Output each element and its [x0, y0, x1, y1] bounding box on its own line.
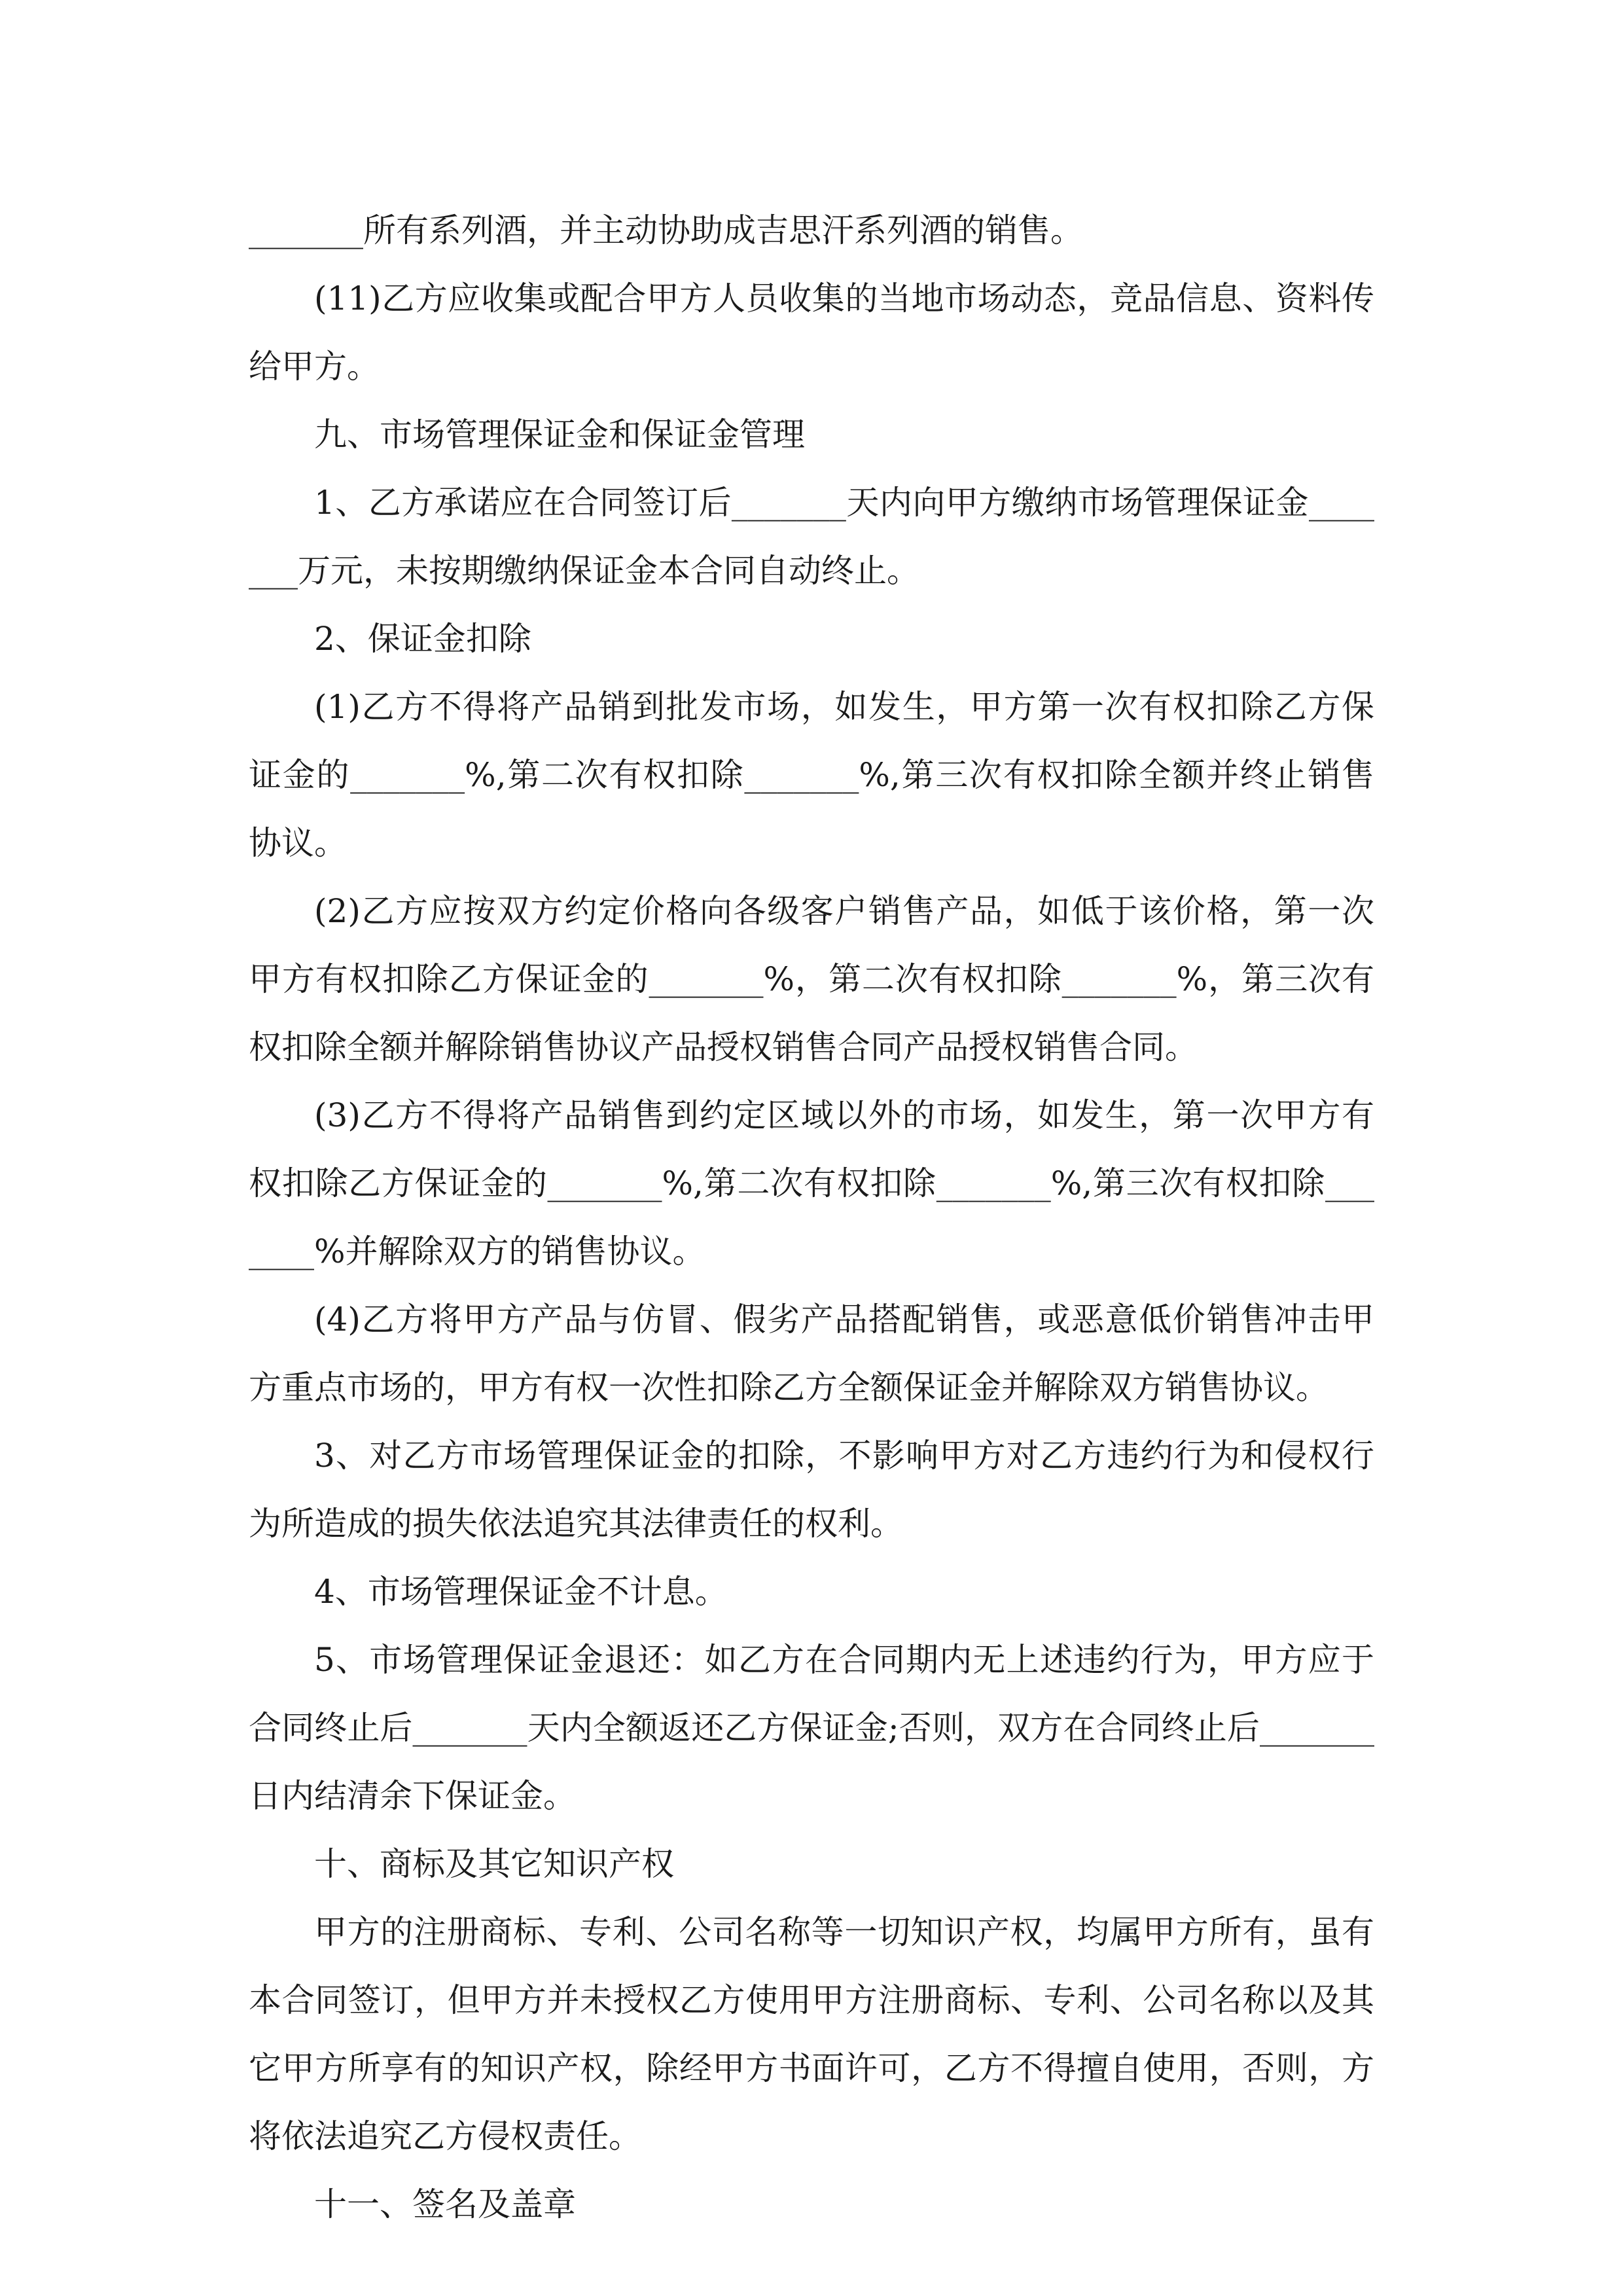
paragraph-liability: 3、对乙方市场管理保证金的扣除，不影响甲方对乙方违约行为和侵权行为所造成的损失依法追究其法律责任的权利。 — [249, 1437, 1374, 1543]
section-heading-signature: 十一、签名及盖章 — [314, 2185, 576, 2223]
paragraph-trademark: 甲方的注册商标、专利、公司名称等一切知识产权，均属甲方所有，虽有本合同签订，但甲方并未授权乙方使用甲方注册商标、专利、公司名称以及其它甲方所享有的知识产权，除经甲方书面许可，乙方不得擅自使用，否则，方将依法追究乙方侵权责任。 — [249, 1913, 1374, 2155]
section-heading-deposit: 九、市场管理保证金和保证金管理 — [314, 416, 805, 454]
paragraph-deduction-1: (1)乙方不得将产品销到批发市场，如发生，甲方第一次有权扣除乙方保证金的_______%,第二次有权扣除_______%,第三次有权扣除全额并终止销售协议。 — [249, 688, 1374, 862]
paragraph-deduction-4: (4)乙方将甲方产品与仿冒、假劣产品搭配销售，或恶意低价销售冲击甲方重点市场的，甲方有权一次性扣除乙方全额保证金并解除双方销售协议。 — [249, 1300, 1374, 1407]
document-page — [249, 196, 1374, 2238]
paragraph-deposit-refund: 5、市场管理保证金退还：如乙方在合同期内无上述违约行为，甲方应于合同终止后_______天内全额返还乙方保证金;否则，双方在合同终止后_______日内结清余下保证金。 — [249, 1641, 1374, 1815]
paragraph-deposit-payment: 1、乙方承诺应在合同签订后_______天内向甲方缴纳市场管理保证金_______万元，未按期缴纳保证金本合同自动终止。 — [249, 484, 1374, 590]
paragraph-market-info: (11)乙方应收集或配合甲方人员收集的当地市场动态，竞品信息、资料传给甲方。 — [249, 279, 1374, 386]
section-heading-trademark: 十、商标及其它知识产权 — [314, 1845, 674, 1883]
paragraph-liquor-series: _______所有系列酒，并主动协助成吉思汗系列酒的销售。 — [249, 211, 1083, 249]
paragraph-deduction-3: (3)乙方不得将产品销售到约定区域以外的市场，如发生，第一次甲方有权扣除乙方保证金的_______%,第二次有权扣除_______%,第三次有权扣除_______%并解除双方的销售协议。 — [249, 1096, 1374, 1270]
paragraph-deduction-2: (2)乙方应按双方约定价格向各级客户销售产品，如低于该价格，第一次甲方有权扣除乙方保证金的_______%，第二次有权扣除_______%，第三次有权扣除全额并解除销售协议产品授权销售合同产品授权销售合同。 — [249, 892, 1374, 1066]
subheading-deposit-deduction: 2、保证金扣除 — [314, 620, 531, 658]
paragraph-no-interest: 4、市场管理保证金不计息。 — [314, 1573, 728, 1611]
